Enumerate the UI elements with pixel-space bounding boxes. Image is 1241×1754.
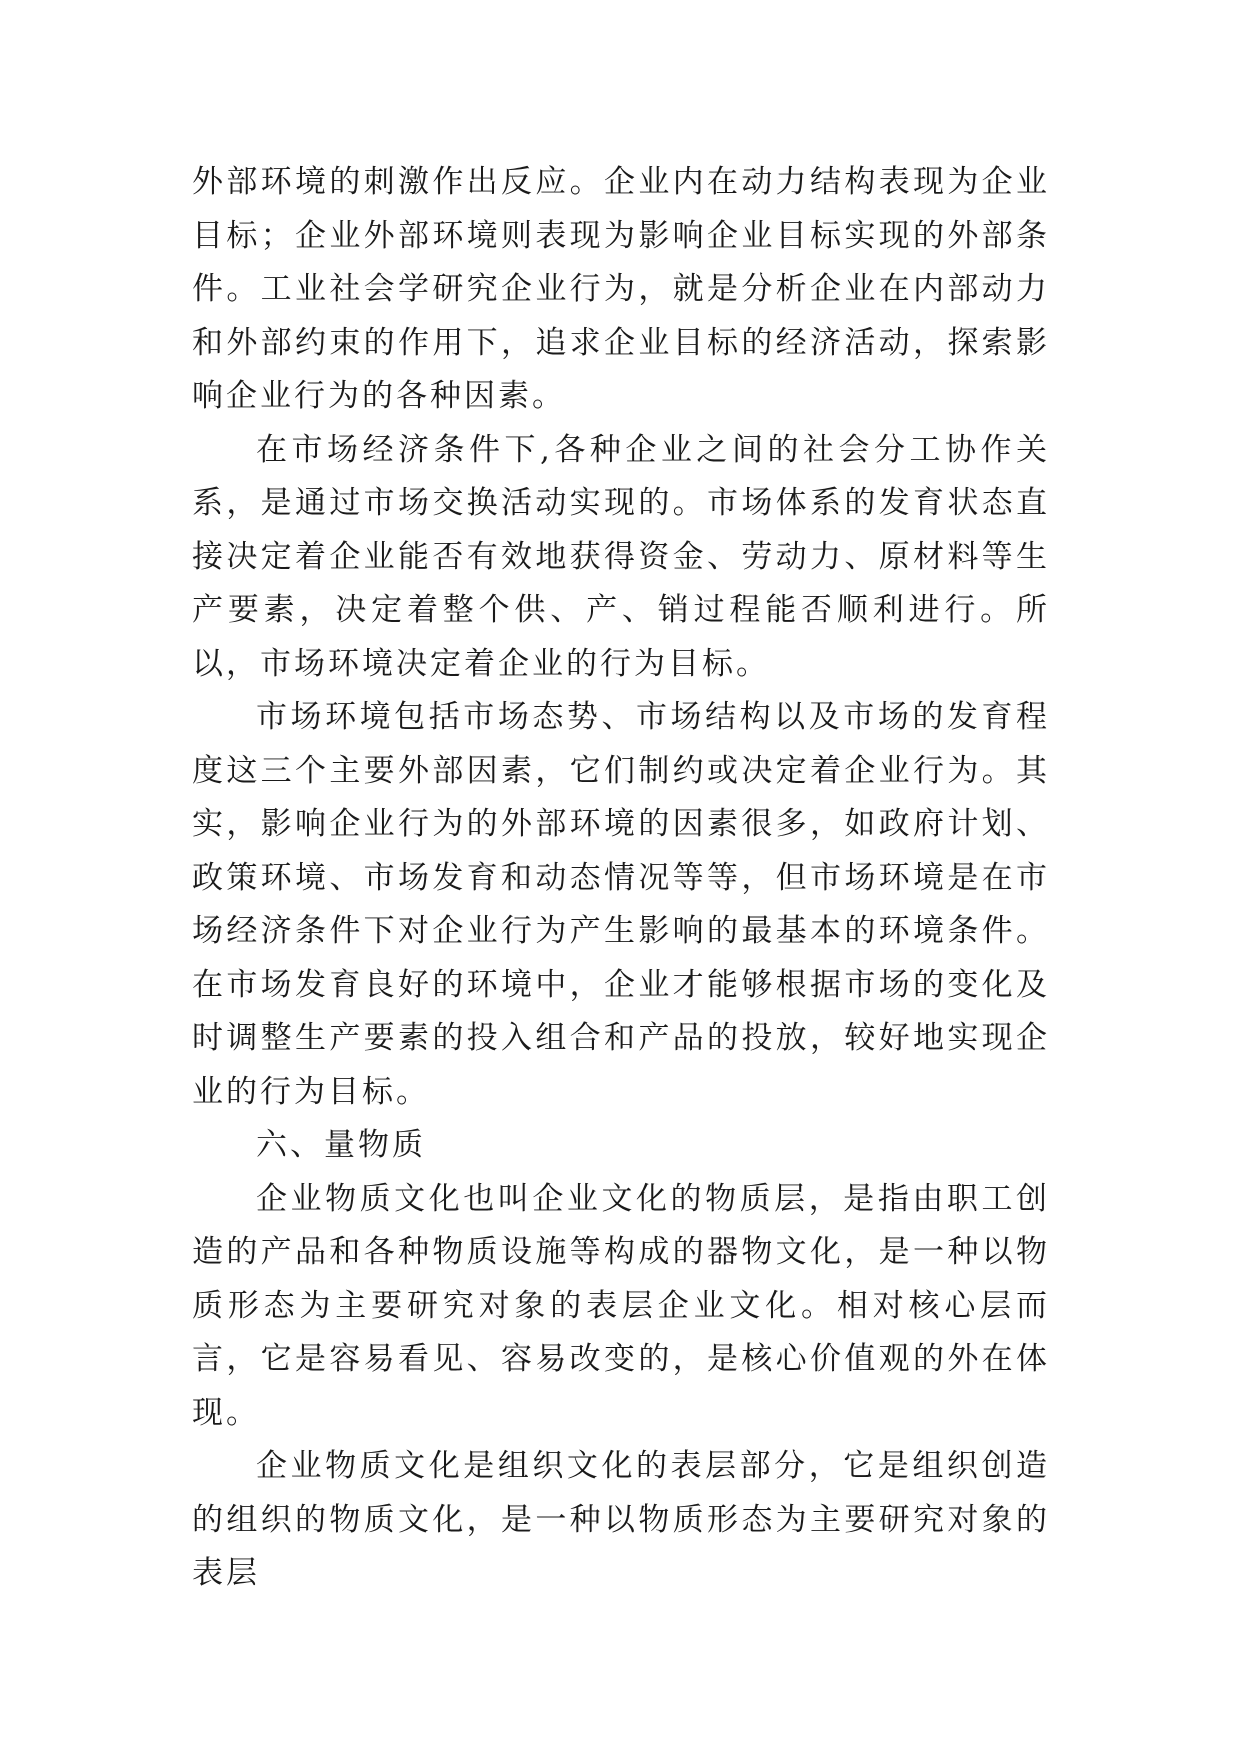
paragraph-market-environment: 市场环境包括市场态势、市场结构以及市场的发育程度这三个主要外部因素，它们制约或决定着企业行为。其实，影响企业行为的外部环境的因素很多，如政府计划、政策环境、市场发育和动态情况等等，但市场环境是在市场经济条件下对企业行为产生影响的最基本的环境条件。在市场发育良好的环境中，企业才能够根据市场的变化及时调整生产要素的投入组合和产品的投放，较好地实现企业的行为目标。 — [192, 699, 1050, 1110]
paragraph-material-culture-surface: 企业物质文化是组织文化的表层部分，它是组织创造的组织的物质文化，是一种以物质形态为主要研究对象的表层 — [192, 1448, 1050, 1591]
document-body — [192, 156, 1050, 1601]
paragraph-material-culture: 企业物质文化也叫企业文化的物质层，是指由职工创造的产品和各种物质设施等构成的器物文化，是一种以物质形态为主要研究对象的表层企业文化。相对核心层而言，它是容易看见、容易改变的，是核心价值观的外在体现。 — [192, 1180, 1050, 1431]
section-heading: 六、量物质 — [256, 1127, 426, 1163]
paragraph-continuation: 外部环境的刺激作出反应。企业内在动力结构表现为企业目标；企业外部环境则表现为影响企业目标实现的外部条件。工业社会学研究企业行为，就是分析企业在内部动力和外部约束的作用下，追求企业目标的经济活动，探索影响企业行为的各种因素。 — [192, 164, 1050, 414]
paragraph-market-economy: 在市场经济条件下,各种企业之间的社会分工协作关系，是通过市场交换活动实现的。市场体系的发育状态直接决定着企业能否有效地获得资金、劳动力、原材料等生产要素，决定着整个供、产、销过程能否顺利进行。所以，市场环境决定着企业的行为目标。 — [192, 431, 1050, 682]
